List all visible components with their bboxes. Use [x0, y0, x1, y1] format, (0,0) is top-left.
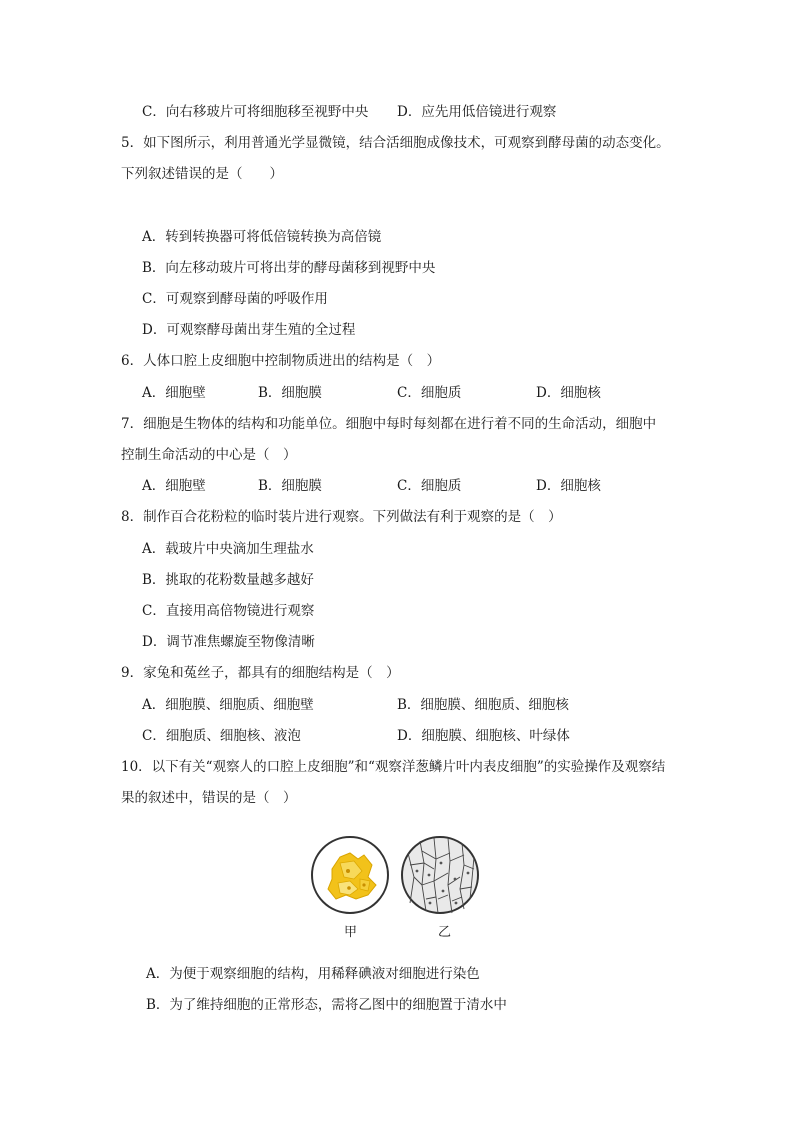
q5-stem-line2: 下列叙述错误的是（ ）	[121, 166, 283, 182]
q8-option-b: B．挑取的花粉数量越多越好	[142, 572, 314, 588]
q5-stem-line1: 5．如下图所示，利用普通光学显微镜，结合活细胞成像技术，可观察到酵母菌的动态变化。	[121, 135, 670, 151]
q10-stem-line2: 果的叙述中，错误的是（ ）	[121, 790, 297, 806]
q10-stem-line1: 10．以下有关“观察人的口腔上皮细胞”和“观察洋葱鳞片叶内表皮细胞”的实验操作及观察结	[121, 759, 666, 775]
caption-yi: 乙	[438, 925, 452, 940]
q7-option-b: B．细胞膜	[258, 478, 322, 494]
q8-stem: 8．制作百合花粉粒的临时装片进行观察。下列做法有利于观察的是（ ）	[121, 509, 562, 525]
q10-option-b: B．为了维持细胞的正常形态，需将乙图中的细胞置于清水中	[146, 997, 507, 1013]
q7-option-d: D．细胞核	[536, 478, 601, 494]
q8-option-a: A．载玻片中央滴加生理盐水	[142, 541, 314, 557]
q6-option-a: A．细胞壁	[142, 385, 206, 401]
q6-option-c: C．细胞质	[397, 385, 462, 401]
q4-option-d: D．应先用低倍镜进行观察	[397, 104, 557, 120]
q5-option-c: C．可观察到酵母菌的呼吸作用	[142, 291, 328, 307]
q5-option-a: A．转到转换器可将低倍镜转换为高倍镜	[142, 229, 382, 245]
q9-stem: 9．家兔和菟丝子，都具有的细胞结构是（ ）	[121, 665, 400, 681]
q8-option-d: D．调节准焦螺旋至物像清晰	[142, 634, 315, 650]
onion-cells-view	[402, 837, 478, 913]
q10-option-a: A．为便于观察细胞的结构，用稀释碘液对细胞进行染色	[146, 966, 480, 982]
q6-stem: 6．人体口腔上皮细胞中控制物质进出的结构是（ ）	[121, 353, 441, 369]
q5-option-b: B．向左移动玻片可将出芽的酵母菌移到视野中央	[142, 260, 436, 276]
q9-option-c: C．细胞质、细胞核、液泡	[142, 728, 301, 744]
microscope-views-image	[310, 833, 485, 923]
q4-option-c: C．向右移玻片可将细胞移至视野中央	[142, 104, 369, 120]
cheek-cells-view	[312, 837, 388, 913]
q9-option-d: D．细胞膜、细胞核、叶绿体	[397, 728, 570, 744]
q5-option-d: D．可观察酵母菌出芽生殖的全过程	[142, 322, 356, 338]
q7-option-a: A．细胞壁	[142, 478, 206, 494]
q9-option-a: A．细胞膜、细胞质、细胞壁	[142, 697, 314, 713]
q9-option-b: B．细胞膜、细胞质、细胞核	[397, 697, 569, 713]
q7-stem-line1: 7．细胞是生物体的结构和功能单位。细胞中每时每刻都在进行着不同的生命活动，细胞中	[121, 416, 657, 432]
q6-option-b: B．细胞膜	[258, 385, 322, 401]
caption-jia: 甲	[344, 925, 358, 940]
q10-figure	[310, 833, 485, 943]
q8-option-c: C．直接用高倍物镜进行观察	[142, 603, 315, 619]
q7-option-c: C．细胞质	[397, 478, 462, 494]
q6-option-d: D．细胞核	[536, 385, 601, 401]
q7-stem-line2: 控制生命活动的中心是（ ）	[121, 447, 297, 463]
